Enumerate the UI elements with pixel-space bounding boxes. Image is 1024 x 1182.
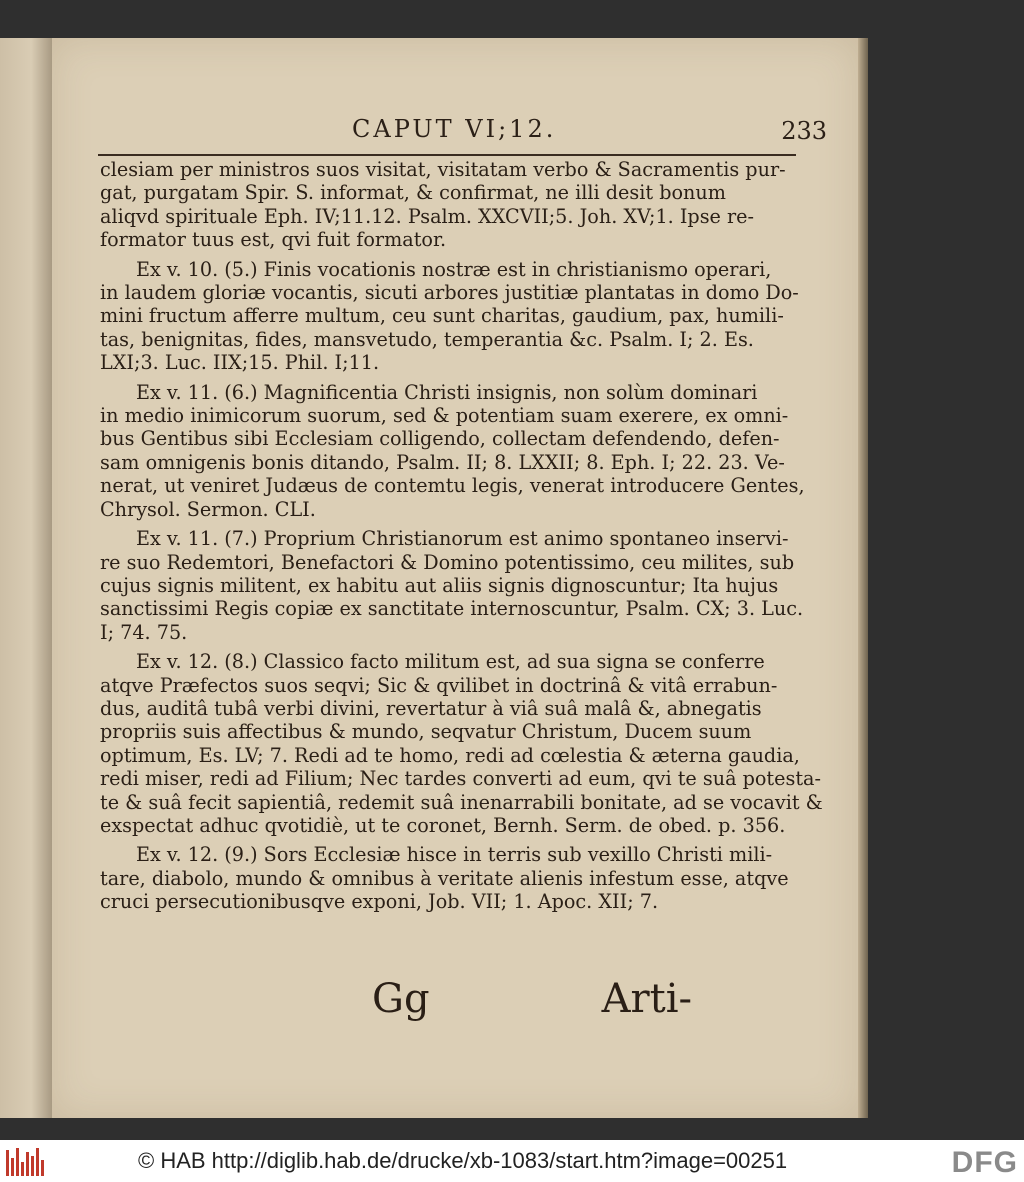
text-line: tare, diabolo, mundo & omnibus à veritate alienis infestum esse, atqve	[100, 866, 789, 890]
printer-signature: Gg	[372, 976, 430, 1022]
paragraph	[100, 650, 823, 837]
catchword: Arti-	[601, 976, 692, 1022]
text-line: re suo Redemtori, Benefactori & Domino potentissimo, ceu milites, sub	[100, 550, 795, 574]
text-line: Chrysol. Sermon. CLI.	[100, 497, 316, 521]
hab-barcode-logo-icon[interactable]	[6, 1146, 46, 1176]
text-line: tas, benignitas, fides, mansvetudo, temperantia &c. Psalm. I; 2. Es.	[100, 327, 754, 351]
text-line: aliqvd spirituale Eph. IV;11.12. Psalm. XXCVII;5. Joh. XV;1. Ipse re-	[100, 204, 755, 228]
text-line: in laudem gloriæ vocantis, sicuti arbores justitiæ plantatas in domo Do-	[100, 281, 799, 305]
text-line: te & suâ fecit sapientiâ, redemit suâ inenarrabili bonitate, ad se vocavit &	[100, 790, 823, 814]
text-line: Ex v. 12. (9.) Sors Ecclesiæ hisce in terris sub vexillo Christi mili-	[136, 843, 773, 867]
text-line: LXI;3. Luc. IIX;15. Phil. I;11.	[100, 351, 380, 375]
book-page	[52, 38, 858, 1118]
page-footer-marks	[372, 976, 692, 1026]
page-header	[92, 115, 837, 155]
credit-bar	[0, 1140, 1024, 1182]
text-line: exspectat adhuc qvotidiè, ut te coronet, Bernh. Serm. de obed. p. 356.	[100, 813, 786, 837]
dfg-logo[interactable]: DFG	[951, 1146, 1018, 1179]
text-line: Ex v. 11. (6.) Magnificentia Christi insignis, non solùm dominari	[136, 380, 758, 404]
text-line: atqve Præfectos suos seqvi; Sic & qvilibet in doctrinâ & vitâ errabun-	[100, 673, 778, 697]
paragraph	[100, 380, 805, 521]
text-line: in medio inimicorum suorum, sed & potentiam suam exerere, ex omni-	[100, 404, 789, 428]
text-line: optimum, Es. LV; 7. Redi ad te homo, redi ad cœlestia & æterna gaudia,	[100, 743, 800, 767]
paragraph	[100, 158, 786, 252]
text-line: cujus signis militent, ex habitu aut aliis signis dignoscuntur; Ita hujus	[100, 573, 779, 597]
text-line: nerat, ut veniret Judæus de contemtu legis, venerat introducere Gentes,	[100, 474, 805, 498]
text-line: I; 74. 75.	[100, 620, 188, 644]
credit-link[interactable]: © HAB http://diglib.hab.de/drucke/xb-1083/start.htm?image=00251	[138, 1148, 788, 1173]
paragraph	[100, 527, 804, 644]
text-line: redi miser, redi ad Filium; Nec tardes converti ad eum, qvi te suâ potesta-	[100, 767, 821, 791]
header-rule	[98, 154, 796, 156]
page-edge-shadow	[858, 38, 868, 1118]
text-line: Ex v. 12. (8.) Classico facto militum est, ad sua signa se conferre	[136, 650, 765, 674]
text-line: sam omnigenis bonis ditando, Psalm. II; 8. LXXII; 8. Eph. I; 22. 23. Ve-	[100, 450, 785, 474]
text-line: sanctissimi Regis copiæ ex sanctitate internoscuntur, Psalm. CX; 3. Luc.	[100, 597, 804, 621]
text-line: clesiam per ministros suos visitat, visitatam verbo & Sacramentis pur-	[100, 158, 786, 181]
text-line: Ex v. 11. (7.) Proprium Christianorum est animo spontaneo inservi-	[136, 527, 789, 551]
text-line: propriis suis affectibus & mundo, seqvatur Christum, Ducem suum	[100, 720, 752, 744]
text-line: Ex v. 10. (5.) Finis vocationis nostræ est in christianismo operari,	[136, 257, 772, 281]
page-number: 233	[781, 117, 827, 145]
text-line: bus Gentibus sibi Ecclesiam colligendo, collectam defendendo, defen-	[100, 427, 780, 451]
text-line: gat, purgatam Spir. S. informat, & confirmat, ne illi desit bonum	[100, 181, 726, 205]
paragraph	[100, 257, 799, 375]
text-line: cruci persecutionibusqve exponi, Job. VII; 1. Apoc. XII; 7.	[100, 890, 659, 914]
paragraph	[100, 843, 789, 914]
text-line: dus, auditâ tubâ verbi divini, revertatur à viâ suâ malâ &, abnegatis	[100, 696, 762, 720]
running-head: CAPUT VI;12.	[352, 115, 557, 143]
text-line: mini fructum afferre multum, ceu sunt charitas, gaudium, pax, humili-	[100, 304, 784, 328]
text-line: formator tuus est, qvi fuit formator.	[100, 228, 447, 252]
body-text	[100, 158, 823, 920]
previous-page-edge	[0, 38, 52, 1118]
